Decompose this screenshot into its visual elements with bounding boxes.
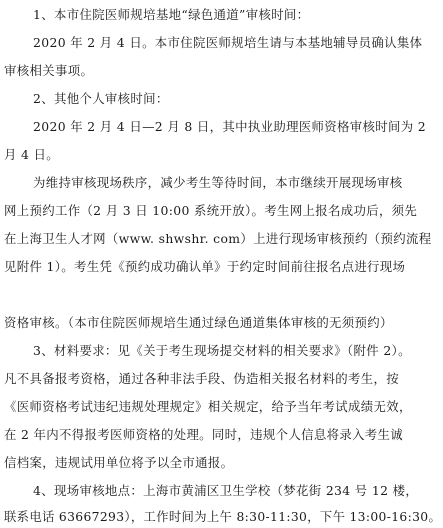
paragraph-line: 2020 年 2 月 4 日。本市住院医师规培生请与本基地辅导员确认集体 — [33, 35, 423, 50]
paragraph-line: 见附件 1）。考生凭《预约成功确认单》于约定时间前往报名点进行现场 — [4, 259, 406, 274]
paragraph-line: 《医师资格考试违纪违规处理规定》相关规定，给予当年考试成绩无效， — [4, 399, 412, 414]
paragraph-line: 信档案，违规试用单位将予以全市通报。 — [4, 455, 234, 470]
heading-materials: 3、材料要求：见《关于考生现场提交材料的相关要求》（附件 2）。 — [33, 343, 411, 358]
paragraph-line: 审核相关事项。 — [4, 63, 94, 78]
heading-review-location: 4、现场审核地点：上海市黄浦区卫生学校（梦花街 234 号 12 楼， — [33, 483, 419, 498]
paragraph-line: 联系电话 63667293），工作时间为上午 8:30-11:30，下午 13:00-16:30。 — [4, 510, 442, 524]
paragraph-line: 在 2 年内不得报考医师资格的处理。同时，违规个人信息将录入考生诚 — [4, 427, 404, 442]
paragraph-line: 资格审核。（本市住院医师规培生通过绿色通道集体审核的无须预约） — [4, 315, 393, 330]
paragraph-line: 月 4 日。 — [4, 147, 60, 162]
page-break — [0, 282, 443, 308]
paragraph-line: 凡不具备报考资格，通过各种非法手段、伪造相关报名材料的考生，按 — [4, 371, 399, 386]
paragraph-line: 在上海卫生人才网（www. shwshr. com）上进行现场审核预约（预约流程 — [4, 231, 432, 246]
heading-green-channel: 1、本市住院医师规培基地“绿色通道”审核时间： — [33, 7, 310, 22]
paragraph-line: 网上预约工作（2 月 3 日 10:00 系统开放）。考生网上报名成功后，须先 — [4, 203, 418, 218]
paragraph-line: 为维持审核现场秩序，减少考生等待时间，本市继续开展现场审核 — [33, 175, 403, 190]
heading-individual-review: 2、其他个人审核时间： — [33, 91, 169, 106]
paragraph-line: 2020 年 2 月 4 日—2 月 8 日，其中执业助理医师资格审核时间为 2 — [33, 119, 426, 134]
